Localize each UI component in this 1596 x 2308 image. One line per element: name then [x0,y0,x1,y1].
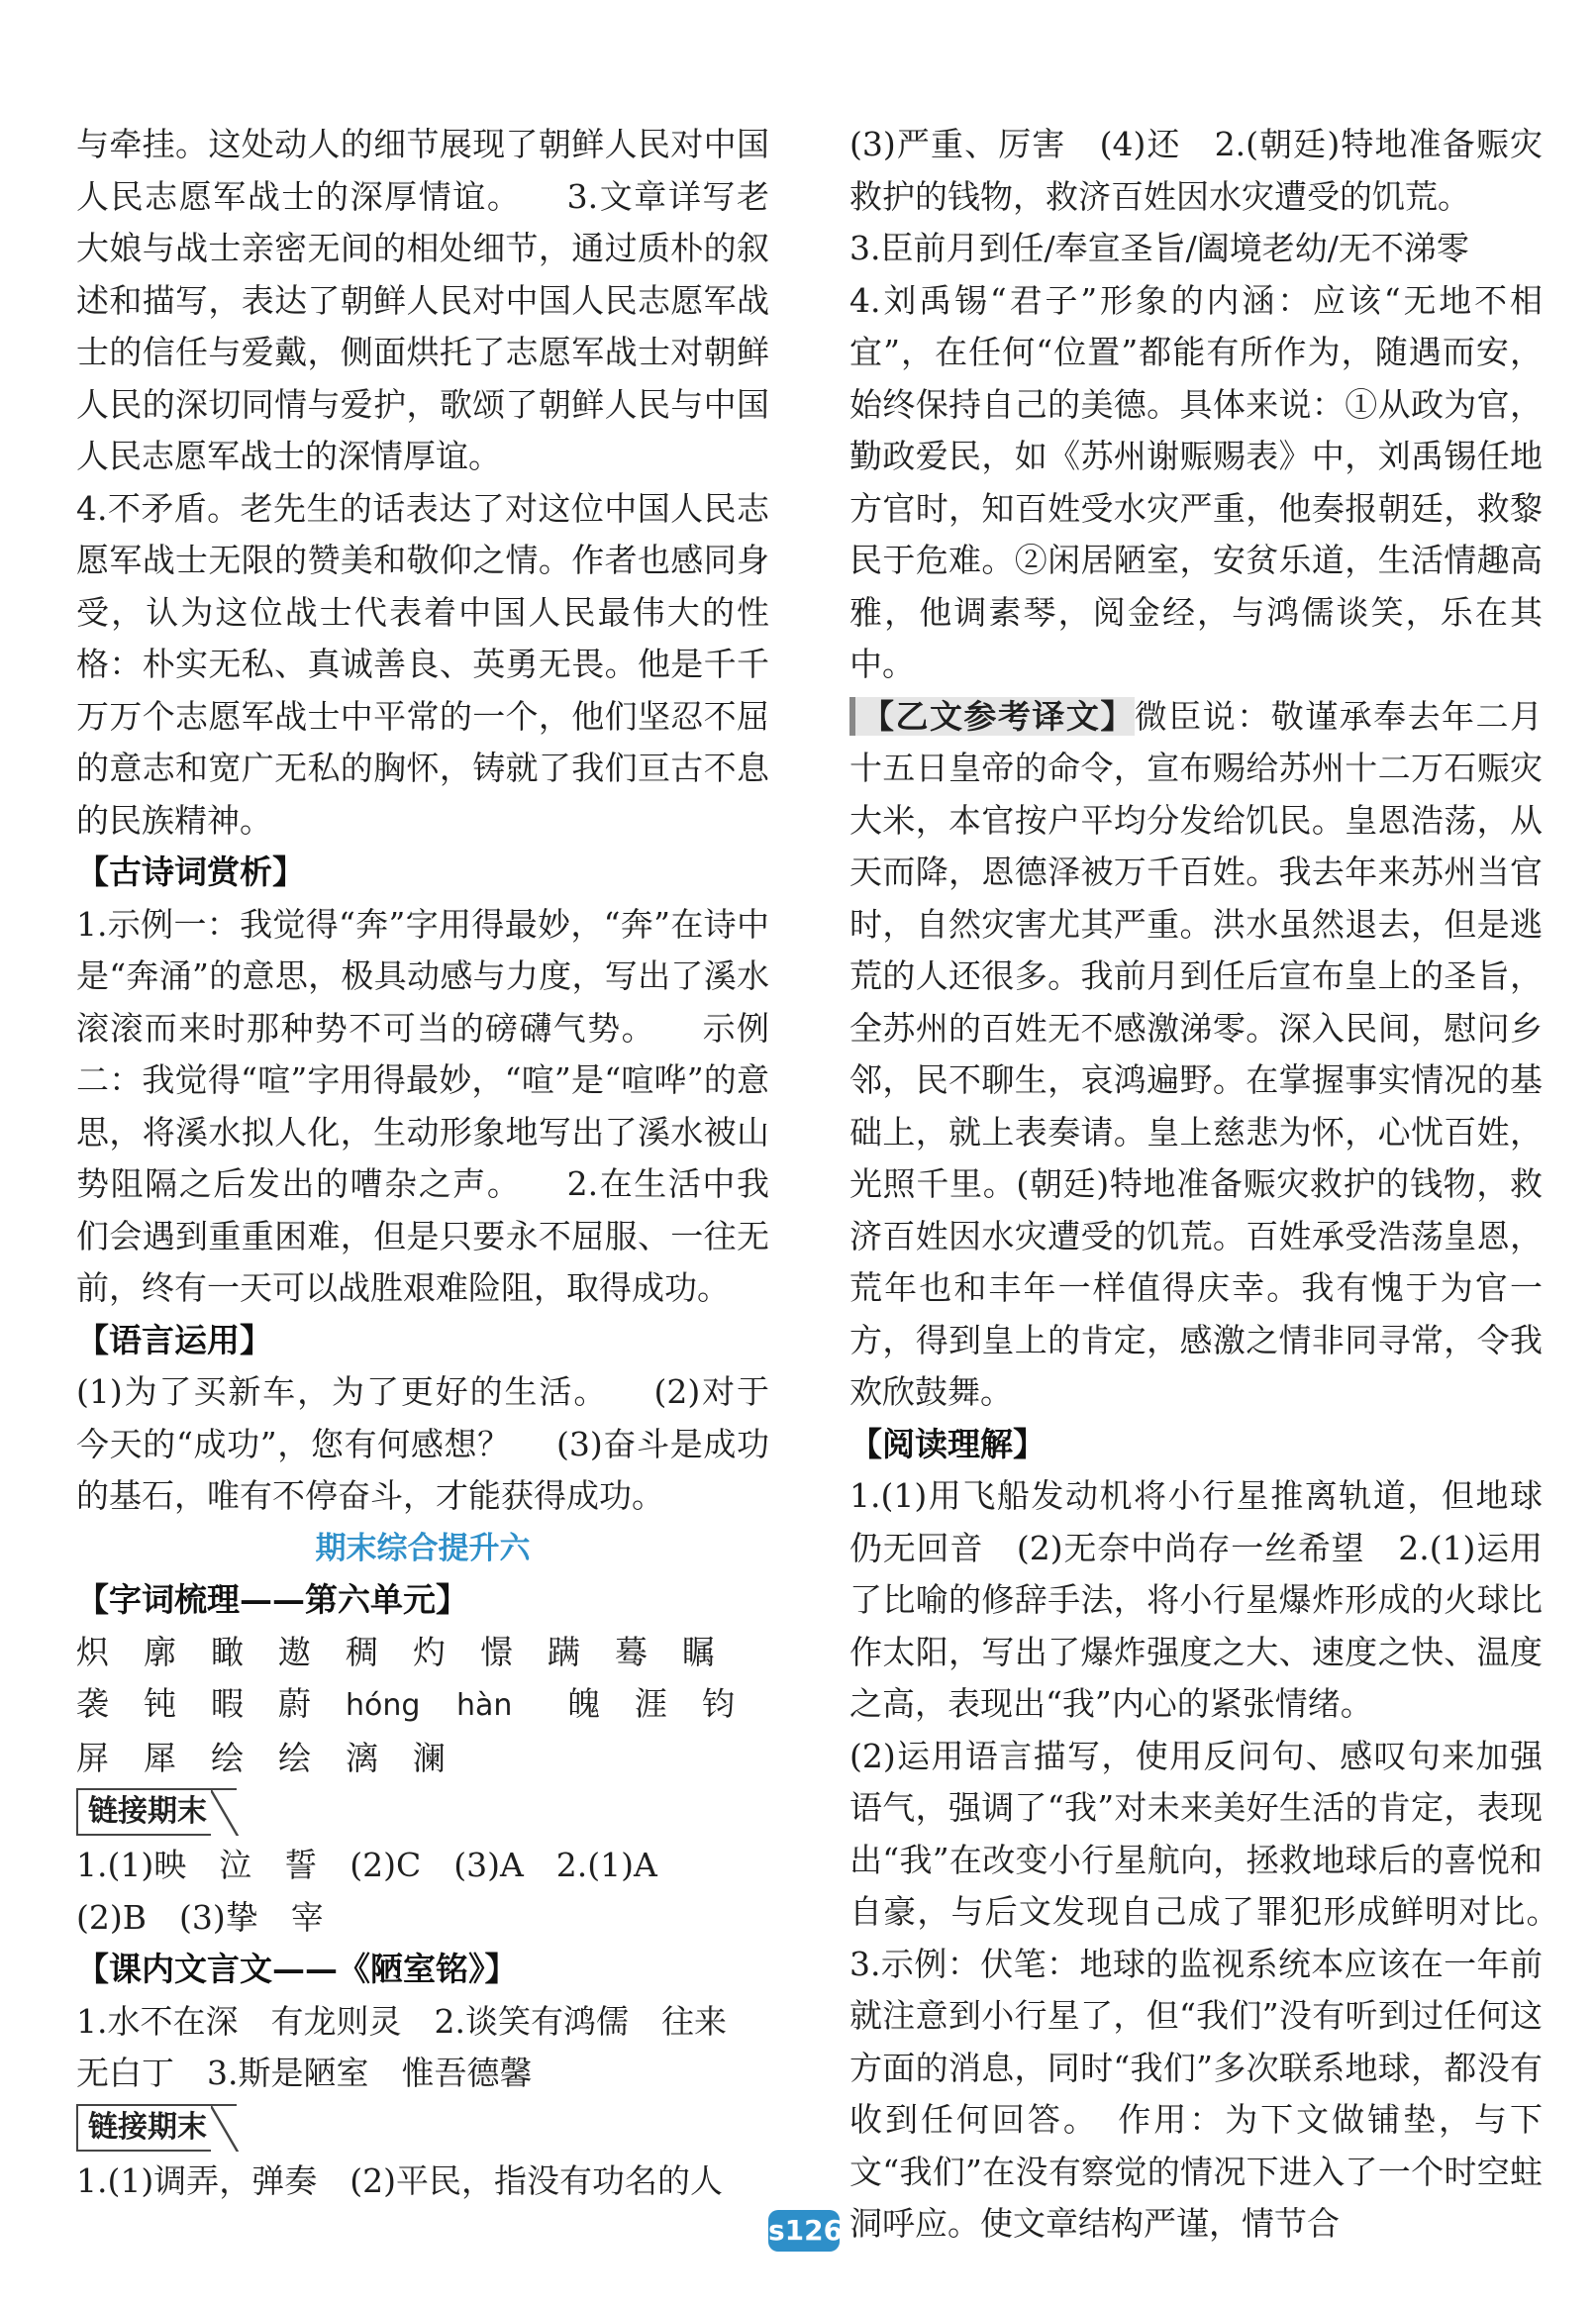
answer-line: 无白丁 3.斯是陋室 惟吾德馨 [76,2054,533,2092]
link-final-tag: 链接期末 [76,1788,237,1836]
answer-line: (2)B (3)挚 宰 [76,1897,324,1937]
paragraph: (3)严重、厉害 (4)还 2.(朝廷)特地准备赈灾救护的钱物，救济百姓因水灾遭受的饥荒。 [849,125,1543,216]
paragraph: 1.示例一：我觉得“奔”字用得最妙，“奔”在诗中是“奔涌”的意思，极具动感与力度，写出了溪水滚滚而来时那种势不可当的磅礴气势。 示例二：我觉得“喧”字用得最妙，“喧”是“喧哗”的意思，将溪水拟人化，生动形象地写出了溪水被山势阻隔之后发出的嘈杂之声。 2.在生活中我们会遇到重重困难，但是只要永不屈服、一往无前，终有一天可以战胜艰难险阻，取得成功。 [76,904,770,1307]
char-row-3: 屏 犀 绘 绘 漓 澜 [76,1738,446,1777]
section-heading-poem: 【古诗词赏析】 [76,853,305,891]
paragraph: 3.臣前月到任/奉宣圣旨/阖境老幼/无不涕零 [849,229,1469,267]
translation-paragraph: 【乙文参考译文】微臣说：敬谨承奉去年二月十五日皇帝的命令，宣布赐给苏州十二万石赈灾大米，本官按户平均分发给饥民。皇恩浩荡，从天而降，恩德泽被万千百姓。我去年来苏州当官时，自然灾害尤其严重。洪水虽然退去，但是逃荒的人还很多。我前月到任后宣布皇上的圣旨，全苏州的百姓无不感激涕零。深入民间，慰问乡邻，民不聊生，哀鸿遍野。在掌握事实情况的基础上，就上表奏请。皇上慈悲为怀，心忧百姓，光照千里。(朝廷)特地准备赈灾救护的钱物，救济百姓因水灾遭受的饥荒。百姓承受浩荡皇恩，荒年也和丰年一样值得庆幸。我有愧于为官一方，得到皇上的肯定，感激之情非同寻常，令我欢欣鼓舞。 [849,696,1544,1411]
paragraph: (2)运用语言描写，使用反问句、感叹句来加强语气，强调了“我”对未来美好生活的肯定，表现出“我”在改变小行星航向，拯救地球后的喜悦和自豪，与后文发现自己成了罪犯形成鲜明对比。 3.示例：伏笔：地球的监视系统本应该在一年前就注意到小行星了，但“我们”没有听到过任何这方面的消息，同时“我们”多次联系地球，都没有收到任何回答。 作用：为下文做铺垫，与下文“我们”在没有察觉的情况下进入了一个时空蛀洞呼应。使文章结构严谨，情节合 [849,1736,1575,2243]
right-column [849,119,1575,2251]
section-heading-reading: 【阅读理解】 [849,1424,1046,1463]
paragraph: 1.(1)用飞船发动机将小行星推离轨道，但地球仍无回音 (2)无奈中尚存一丝希望 2.(1)运用了比喻的修辞手法，将小行星爆炸形成的火球比作太阳，写出了爆炸强度之大、速度之快、温度之高，表现出“我”内心的紧张情绪。 [849,1476,1543,1723]
paragraph: 4.刘禹锡“君子”形象的内涵：应该“无地不相宜”，在任何“位置”都能有所作为，随遇而安，始终保持自己的美德。具体来说：①从政为官，勤政爱民，如《苏州谢赈赐表》中，刘禹锡任地方官时，知百姓受水灾严重，他奏报朝廷，救黎民于危难。②闲居陋室，安贫乐道，生活情趣高雅，他调素琴，阅金经，与鸿儒谈笑，乐在其中。 [849,280,1543,683]
section-title: 期末综合提升六 [315,1530,531,1566]
section-heading-language: 【语言运用】 [76,1320,272,1359]
paragraph: (1)为了买新车，为了更好的生活。 (2)对于今天的“成功”，您有何感想？ (3)奋斗是成功的基石，唯有不停奋斗，才能获得成功。 [76,1372,770,1515]
translation-tag: 【乙文参考译文】 [849,697,1135,736]
char-row-1: 炽 廓 瞰 遨 稠 灼 憬 蹒 蓦 瞩 [76,1632,715,1671]
char-row-2: 袭 钝 暇 蔚 hóng hàn 魄 涯 钧 [76,1684,735,1723]
paragraph: 4.不矛盾。老先生的话表达了对这位中国人民志愿军战士无限的赞美和敬仰之情。作者也感同身受，认为这位战士代表着中国人民最伟大的性格：朴实无私、真诚善良、英勇无畏。他是千千万万个志愿军战士中平常的一个，他们坚忍不屈的意志和宽广无私的胸怀，铸就了我们亘古不息的民族精神。 [76,488,769,840]
answer-line: 1.(1)映 泣 誓 (2)C (3)A 2.(1)A [76,1846,657,1884]
answer-line: 1.(1)调弄，弹奏 (2)平民，指没有功名的人 [76,2160,723,2200]
paragraph: 与牵挂。这处动人的细节展现了朝鲜人民对中国人民志愿军战士的深厚情谊。 3.文章详写老大娘与战士亲密无间的相处细节，通过质朴的叙述和描写，表达了朝鲜人民对中国人民志愿军战士的信任与爱戴，侧面烘托了志愿军战士对朝鲜人民的深切同情与爱护，歌颂了朝鲜人民与中国人民志愿军战士的深情厚谊。 [76,125,769,475]
link-final-tag: 链接期末 [76,2104,237,2152]
section-heading-classic: 【课内文言文——《陋室铭》】 [76,1950,518,1988]
answer-line: 1.水不在深 有龙则灵 2.谈笑有鸿儒 往来 [76,2001,727,2041]
left-column [76,119,769,2207]
section-heading-words: 【字词梳理——第六单元】 [76,1580,468,1619]
page-number-badge: s126 [768,2210,840,2252]
